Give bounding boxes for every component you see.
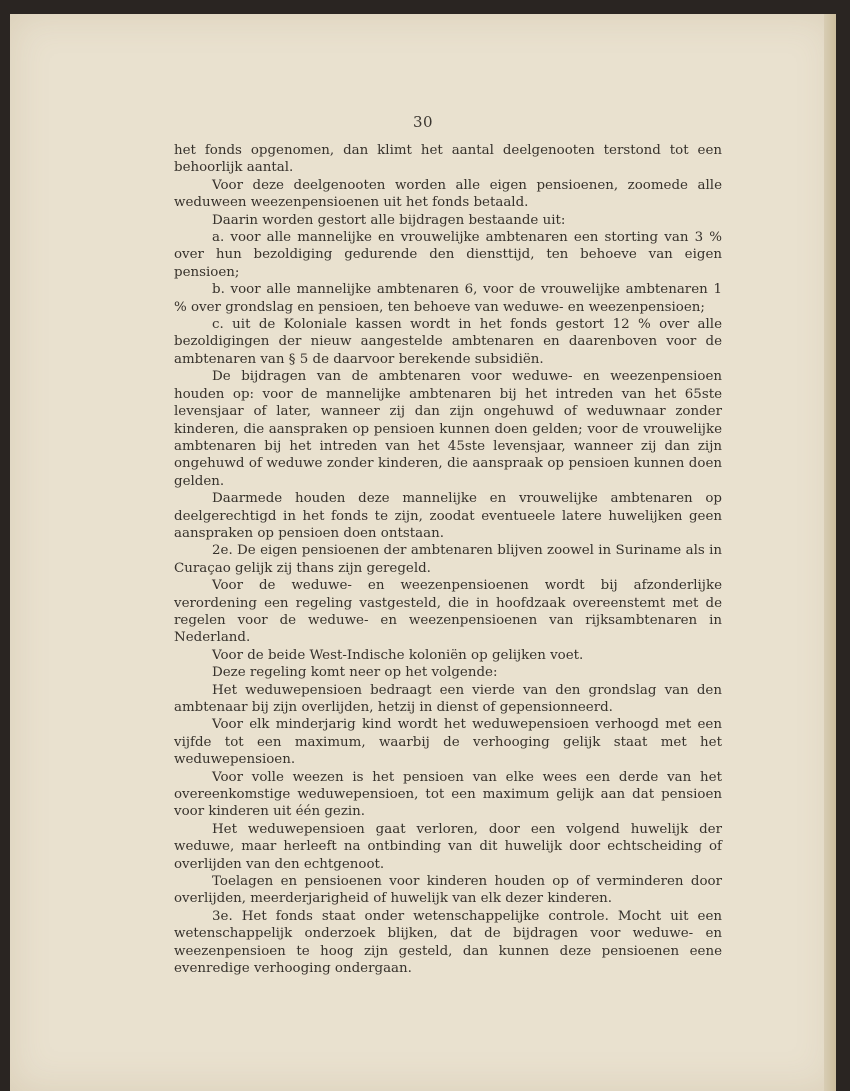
paragraph: Voor de weduwe- en weezenpensioenen wordt bij afzonderlijke verordening een regeling vastgesteld, die in hoofdzaak overeenstemt met de regelen voor de weduwe- en weezenpensioenen van rijksambtenaren in Nederland. xyxy=(174,578,722,646)
paragraph: Voor elk minderjarig kind wordt het weduwepensioen verhoogd met een vijfde tot een maximum, waarbij de verhooging gelijk staat met het weduwepensioen. xyxy=(174,717,722,768)
document-page xyxy=(10,14,836,1091)
body-text xyxy=(174,142,722,978)
paragraph: 2e. De eigen pensioenen der ambtenaren blijven zoowel in Suriname als in Curaçao gelijk zij thans zijn geregeld. xyxy=(174,543,722,576)
paragraph: Voor deze deelgenooten worden alle eigen pensioenen, zoomede alle weduween weezenpensioenen uit het fonds betaald. xyxy=(174,177,722,211)
paragraph: 3e. Het fonds staat onder wetenschappelijke controle. Mocht uit een wetenschappelijk onderzoek blijken, dat de bijdragen voor weduwe- en weezenpensioen te hoog zijn gesteld, dan kunnen deze pensioenen eene evenredige verhooging ondergaan. xyxy=(174,908,722,977)
paragraph: het fonds opgenomen, dan klimt het aantal deelgenooten terstond tot een behoorlijk aantal. xyxy=(174,143,722,176)
paragraph: Het weduwepensioen gaat verloren, door een volgend huwelijk der weduwe, maar herleeft na ontbinding van dit huwelijk door echtscheiding of overlijden van den echtgenoot. xyxy=(174,821,722,872)
paragraph: Deze regeling komt neer op het volgende: xyxy=(212,665,498,681)
paragraph: b. voor alle mannelijke ambtenaren 6, voor de vrouwelijke ambtenaren 1 % over grondslag en pensioen, ten behoeve van weduwe- en weezenpensioen; xyxy=(174,282,722,315)
paragraph: a. voor alle mannelijke en vrouwelijke ambtenaren een storting van 3 % over hun bezoldiging gedurende den diensttijd, ten behoeve van eigen pensioen; xyxy=(174,230,722,280)
paragraph: De bijdragen van de ambtenaren voor weduwe- en weezenpensioen houden op: voor de mannelijke ambtenaren bij het intreden van het 65ste levensjaar of later, wanneer zij dan zijn ongehuwd of weduwnaar zonder kinderen, die aanspraken op pensioen kunnen doen gelden; voor de vrouwelijke ambtenaren bij het intreden van het 45ste levensjaar, wanneer zij dan zijn ongehuwd of weduwe zonder kinderen, die aanspraak op pensioen kunnen doen gelden. xyxy=(174,369,722,489)
paragraph: Voor volle weezen is het pensioen van elke wees een derde van het overeenkomstige weduwepensioen, tot een maximum gelijk aan dat pensioen voor kinderen uit één gezin. xyxy=(174,769,722,820)
paragraph: Daarmede houden deze mannelijke en vrouwelijke ambtenaren op deelgerechtigd in het fonds te zijn, zoodat eventueele latere huwelijken geen aanspraken op pensioen doen ontstaan. xyxy=(174,491,722,541)
paragraph: c. uit de Koloniale kassen wordt in het fonds gestort 12 % over alle bezoldigingen der nieuw aangestelde ambtenaren en daarenboven voor de ambtenaren van § 5 de daarvoor berekende subsidiën. xyxy=(174,317,722,367)
paragraph: Voor de beide West-Indische koloniën op gelijken voet. xyxy=(212,647,584,663)
paragraph: Toelagen en pensioenen voor kinderen houden op of verminderen door overlijden, meerderjarigheid of huwelijk van elk dezer kinderen. xyxy=(174,874,722,907)
paragraph: Daarin worden gestort alle bijdragen bestaande uit: xyxy=(212,212,566,228)
paragraph: Het weduwepensioen bedraagt een vierde van den grondslag van den ambtenaar bij zijn overlijden, hetzij in dienst of gepensionneerd. xyxy=(174,682,722,715)
page-edge xyxy=(824,14,836,1091)
page-number: 30 xyxy=(412,113,434,131)
